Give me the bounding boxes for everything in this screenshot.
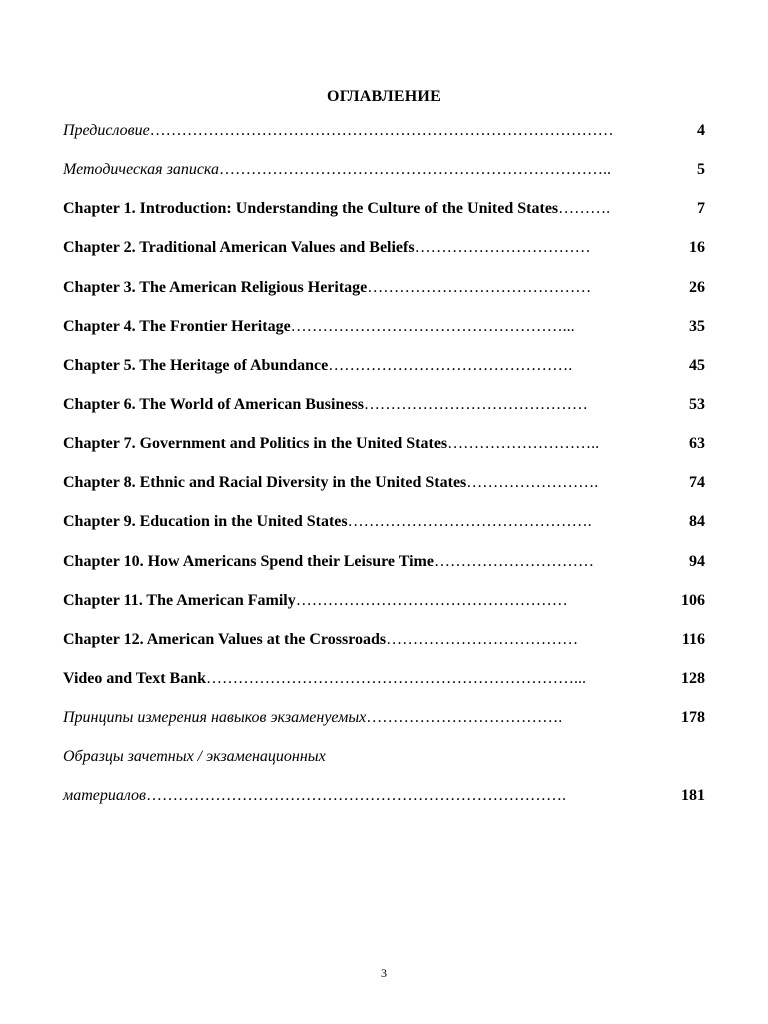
toc-dot-leader: ………………………………………………………………..: [219, 161, 612, 179]
toc-entry-page-number: 7: [697, 200, 705, 218]
toc-entry-text: [63, 434, 599, 454]
toc-entry-text: [63, 786, 566, 806]
toc-entry-text: [63, 591, 568, 611]
toc-entry: [63, 395, 705, 434]
toc-dot-leader: …………………………………………………………………….: [145, 787, 566, 805]
toc-entry-label: Образцы зачетных / экзаменационных: [63, 748, 326, 766]
toc-entry: [63, 473, 705, 512]
toc-entry-label: Методическая записка: [63, 161, 220, 179]
toc-list: [63, 121, 705, 826]
toc-entry: [63, 747, 705, 786]
toc-entry-text: [63, 552, 594, 572]
toc-entry-text: [63, 395, 588, 415]
toc-entry-page-number: 16: [689, 239, 705, 257]
toc-entry-page-number: 74: [689, 474, 705, 492]
toc-entry-text: [63, 669, 586, 689]
toc-entry-label: Chapter 2. Traditional American Values and Beliefs: [63, 239, 415, 257]
toc-entry-label: Предисловие: [63, 122, 150, 139]
toc-entry-label: Chapter 3. The American Religious Heritage: [63, 278, 368, 296]
toc-title: ОГЛАВЛЕНИЕ: [327, 88, 441, 105]
toc-entry: [63, 786, 705, 825]
toc-dot-leader: ……….: [558, 200, 611, 218]
toc-entry-text: [63, 708, 562, 728]
toc-dot-leader: …………………………: [433, 552, 594, 570]
toc-dot-leader: ……………………………….: [366, 709, 563, 727]
toc-entry-page-number: 116: [681, 630, 705, 648]
toc-entry: [63, 708, 705, 747]
toc-entry-label: Chapter 9. Education in the United States: [63, 513, 348, 531]
toc-entry-text: [63, 630, 578, 650]
toc-entry-text: [63, 317, 575, 337]
toc-entry-text: [63, 512, 592, 532]
toc-entry-text: [63, 747, 326, 767]
toc-entry: [63, 669, 705, 708]
toc-entry-page-number: 128: [681, 669, 705, 687]
toc-entry: [63, 356, 705, 395]
toc-dot-leader: …………………….: [466, 474, 599, 492]
toc-entry-page-number: 63: [689, 435, 705, 453]
toc-dot-leader: ……………………………………: [363, 395, 588, 413]
toc-entry-text: [63, 238, 591, 258]
toc-entry-label: Chapter 6. The World of American Business: [63, 395, 364, 413]
toc-entry-page-number: 5: [697, 161, 705, 179]
toc-entry: [63, 121, 705, 160]
toc-entry: [63, 434, 705, 473]
toc-entry: [63, 160, 705, 199]
toc-entry-label: Chapter 10. How Americans Spend their Leisure Time: [63, 552, 434, 570]
toc-entry-page-number: 94: [689, 552, 705, 570]
toc-entry-label: материалов: [63, 787, 146, 805]
toc-entry: [63, 512, 705, 551]
toc-entry-text: [63, 278, 591, 298]
toc-dot-leader: ………………………………: [386, 630, 579, 648]
toc-entry-text: [63, 199, 610, 219]
toc-entry: [63, 317, 705, 356]
toc-entry-text: [63, 160, 611, 180]
toc-entry-label: Chapter 4. The Frontier Heritage: [63, 317, 291, 335]
toc-dot-leader: ……………………………: [414, 239, 591, 257]
toc-entry-label: Video and Text Bank: [63, 669, 207, 687]
toc-entry-page-number: 178: [681, 709, 705, 727]
toc-entry-text: [63, 473, 598, 493]
toc-dot-leader: ……………………………………………...: [290, 317, 575, 335]
page-number: 3: [381, 966, 387, 980]
toc-entry: [63, 199, 705, 238]
toc-entry-label: Chapter 7. Government and Politics in the United States: [63, 435, 448, 453]
toc-entry-page-number: 4: [697, 122, 705, 139]
toc-entry-page-number: 45: [689, 356, 705, 374]
toc-dot-leader: ……………………………………………………………...: [206, 669, 587, 687]
toc-entry: [63, 591, 705, 630]
toc-entry-label: Chapter 5. The Heritage of Abundance: [63, 356, 329, 374]
toc-entry-label: Принципы измерения навыков экзаменуемых: [63, 709, 367, 727]
toc-entry-page-number: 106: [681, 591, 705, 609]
toc-dot-leader: ……………………………………….: [347, 513, 592, 531]
toc-entry: [63, 278, 705, 317]
toc-dot-leader: ………………………..: [447, 435, 600, 453]
toc-dot-leader: ……………………………………………: [295, 591, 568, 609]
toc-entry-text: [63, 356, 572, 376]
toc-entry-page-number: 26: [689, 278, 705, 296]
toc-dot-leader: ……………………………………: [367, 278, 592, 296]
toc-entry-label: Chapter 11. The American Family: [63, 591, 296, 609]
toc-entry-text: [63, 121, 614, 141]
toc-entry: [63, 552, 705, 591]
toc-entry-label: Chapter 8. Ethnic and Racial Diversity in the United States: [63, 474, 467, 492]
toc-entry-page-number: 53: [689, 395, 705, 413]
toc-entry-label: Chapter 12. American Values at the Crossroads: [63, 630, 387, 648]
toc-dot-leader: ……………………………………………………………………………: [149, 122, 614, 139]
toc-entry-label: Chapter 1. Introduction: Understanding the Culture of the United States: [63, 200, 559, 218]
toc-dot-leader: ……………………………………….: [328, 356, 573, 374]
toc-entry: [63, 630, 705, 669]
toc-entry: [63, 238, 705, 277]
toc-entry-page-number: 181: [681, 787, 705, 805]
toc-entry-page-number: 35: [689, 317, 705, 335]
toc-entry-page-number: 84: [689, 513, 705, 531]
